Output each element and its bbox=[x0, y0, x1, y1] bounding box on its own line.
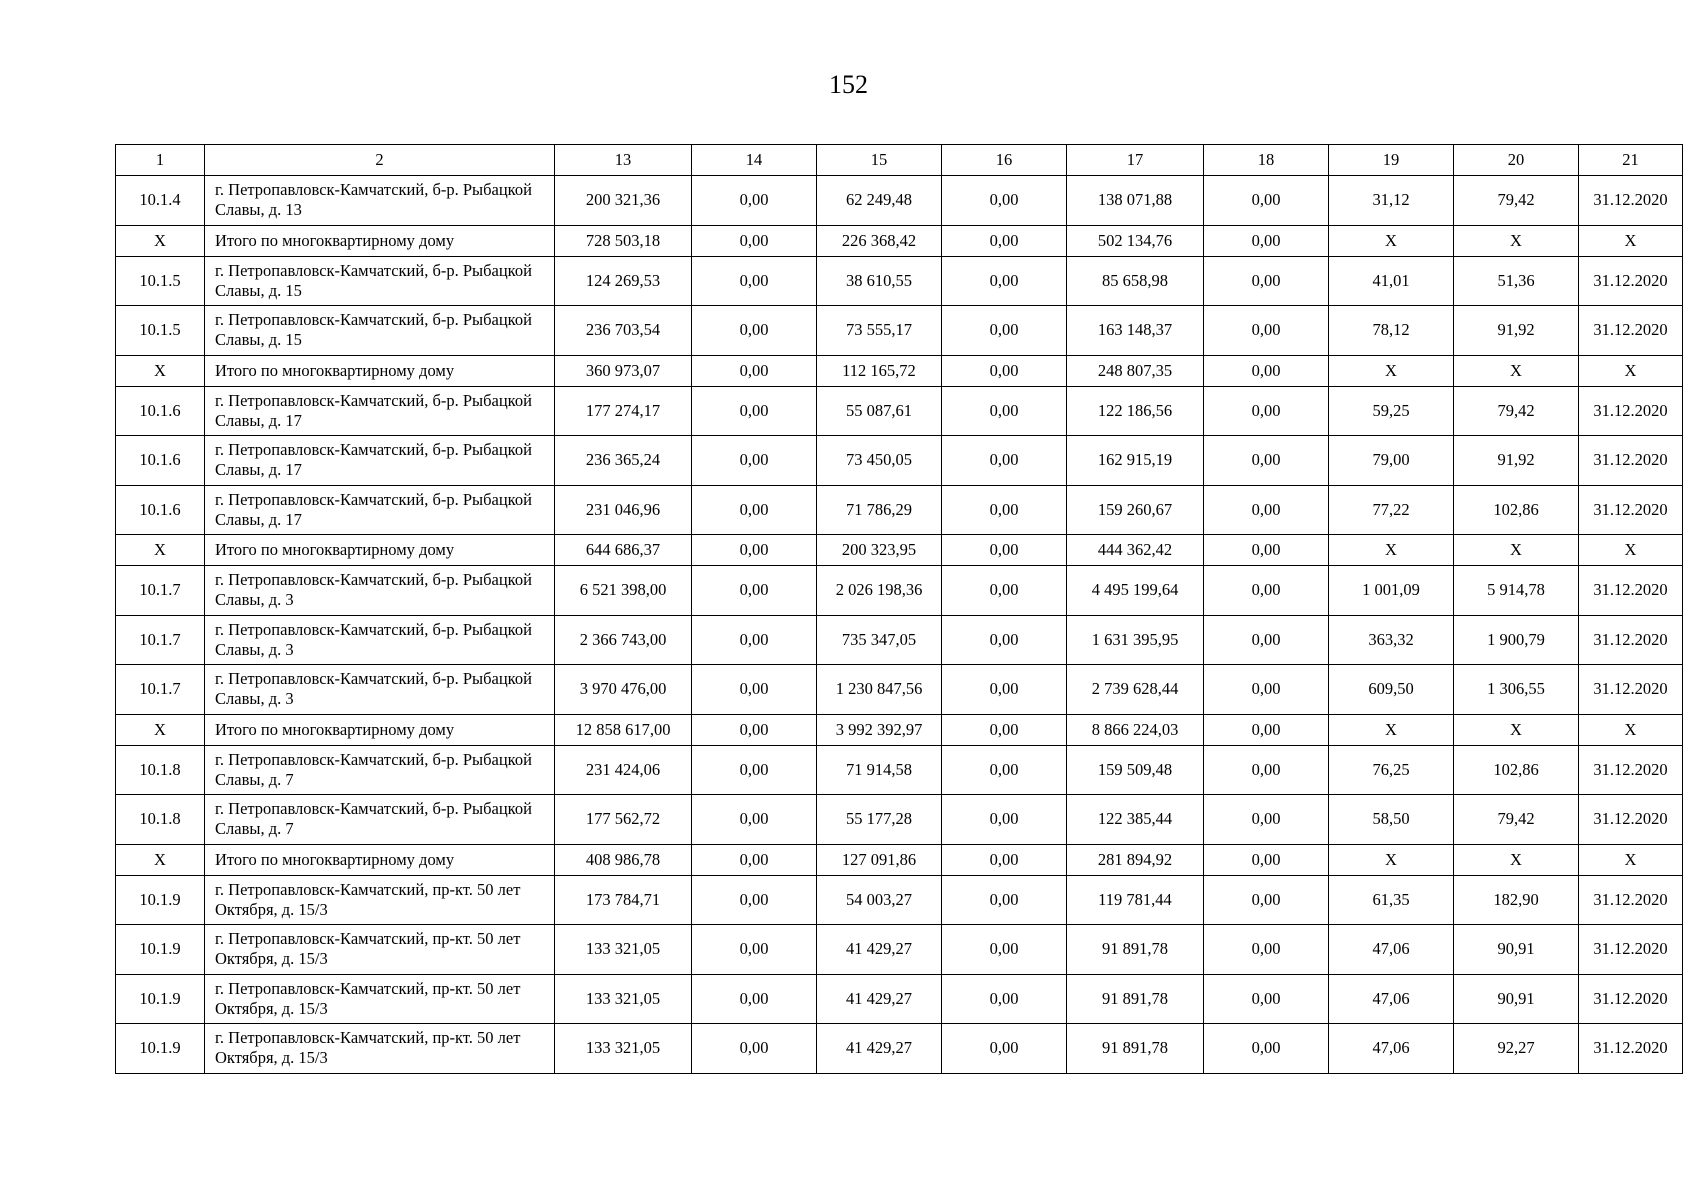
table-cell-col-18: 0,00 bbox=[1204, 615, 1329, 665]
table-cell-col-1: 10.1.6 bbox=[116, 436, 205, 486]
table-cell-col-14: 0,00 bbox=[692, 176, 817, 226]
table-cell-col-20: 182,90 bbox=[1454, 875, 1579, 925]
table-row bbox=[116, 436, 1683, 486]
table-row-total bbox=[116, 844, 1683, 875]
table-cell-col-2: г. Петропавловск-Камчатский, б-р. Рыбацкой Славы, д. 17 bbox=[205, 436, 555, 486]
table-cell-col-19: 31,12 bbox=[1329, 176, 1454, 226]
table-cell-col-20: 91,92 bbox=[1454, 306, 1579, 356]
table-cell-col-15: 71 914,58 bbox=[817, 745, 942, 795]
table-cell-col-17: 162 915,19 bbox=[1067, 436, 1204, 486]
table-cell-col-14: 0,00 bbox=[692, 386, 817, 436]
table-cell-col-19: X bbox=[1329, 225, 1454, 256]
header-col-15: 15 bbox=[817, 145, 942, 176]
table-cell-col-1: X bbox=[116, 535, 205, 566]
table-cell-col-21: X bbox=[1579, 225, 1683, 256]
header-col-2: 2 bbox=[205, 145, 555, 176]
table-cell-col-16: 0,00 bbox=[942, 844, 1067, 875]
table-cell-col-2: г. Петропавловск-Камчатский, пр-кт. 50 лет Октября, д. 15/3 bbox=[205, 875, 555, 925]
table-cell-col-18: 0,00 bbox=[1204, 844, 1329, 875]
table-cell-col-14: 0,00 bbox=[692, 714, 817, 745]
table-cell-col-18: 0,00 bbox=[1204, 436, 1329, 486]
table-cell-col-15: 1 230 847,56 bbox=[817, 665, 942, 715]
table-cell-col-21: 31.12.2020 bbox=[1579, 745, 1683, 795]
table-cell-col-14: 0,00 bbox=[692, 844, 817, 875]
table-cell-col-16: 0,00 bbox=[942, 436, 1067, 486]
table-cell-col-19: 59,25 bbox=[1329, 386, 1454, 436]
table-cell-col-13: 177 274,17 bbox=[555, 386, 692, 436]
table-cell-col-21: 31.12.2020 bbox=[1579, 925, 1683, 975]
table-cell-col-20: 5 914,78 bbox=[1454, 566, 1579, 616]
table-cell-col-1: X bbox=[116, 225, 205, 256]
header-col-19: 19 bbox=[1329, 145, 1454, 176]
table-cell-col-20: 92,27 bbox=[1454, 1024, 1579, 1074]
table-cell-col-19: X bbox=[1329, 535, 1454, 566]
table-cell-col-18: 0,00 bbox=[1204, 256, 1329, 306]
table-cell-col-13: 6 521 398,00 bbox=[555, 566, 692, 616]
header-col-13: 13 bbox=[555, 145, 692, 176]
table-cell-col-17: 122 186,56 bbox=[1067, 386, 1204, 436]
table-cell-col-21: 31.12.2020 bbox=[1579, 1024, 1683, 1074]
table-cell-col-16: 0,00 bbox=[942, 795, 1067, 845]
table-cell-col-2: г. Петропавловск-Камчатский, б-р. Рыбацкой Славы, д. 13 bbox=[205, 176, 555, 226]
table-cell-col-15: 112 165,72 bbox=[817, 355, 942, 386]
table-cell-col-18: 0,00 bbox=[1204, 1024, 1329, 1074]
table-cell-col-18: 0,00 bbox=[1204, 925, 1329, 975]
table-cell-col-16: 0,00 bbox=[942, 615, 1067, 665]
table-cell-col-2: г. Петропавловск-Камчатский, б-р. Рыбацкой Славы, д. 17 bbox=[205, 485, 555, 535]
table-cell-col-13: 644 686,37 bbox=[555, 535, 692, 566]
table-cell-col-16: 0,00 bbox=[942, 974, 1067, 1024]
table-cell-col-20: 91,92 bbox=[1454, 436, 1579, 486]
table-cell-col-13: 2 366 743,00 bbox=[555, 615, 692, 665]
table-row bbox=[116, 386, 1683, 436]
table-cell-col-2: г. Петропавловск-Камчатский, б-р. Рыбацкой Славы, д. 3 bbox=[205, 665, 555, 715]
table-cell-col-1: 10.1.7 bbox=[116, 566, 205, 616]
table-cell-col-18: 0,00 bbox=[1204, 176, 1329, 226]
table-row bbox=[116, 485, 1683, 535]
table-cell-col-15: 200 323,95 bbox=[817, 535, 942, 566]
table-row-total bbox=[116, 355, 1683, 386]
table-cell-col-14: 0,00 bbox=[692, 875, 817, 925]
table-row-total bbox=[116, 225, 1683, 256]
table-cell-col-2: Итого по многоквартирному дому bbox=[205, 844, 555, 875]
table-cell-col-2: г. Петропавловск-Камчатский, пр-кт. 50 лет Октября, д. 15/3 bbox=[205, 1024, 555, 1074]
table-cell-col-20: 90,91 bbox=[1454, 925, 1579, 975]
table-cell-col-16: 0,00 bbox=[942, 714, 1067, 745]
table-cell-col-15: 54 003,27 bbox=[817, 875, 942, 925]
table-cell-col-16: 0,00 bbox=[942, 225, 1067, 256]
table-cell-col-1: X bbox=[116, 714, 205, 745]
table-cell-col-17: 85 658,98 bbox=[1067, 256, 1204, 306]
table-cell-col-15: 41 429,27 bbox=[817, 1024, 942, 1074]
table-cell-col-21: 31.12.2020 bbox=[1579, 256, 1683, 306]
table-row bbox=[116, 974, 1683, 1024]
table-cell-col-21: 31.12.2020 bbox=[1579, 974, 1683, 1024]
table-cell-col-19: X bbox=[1329, 844, 1454, 875]
table-cell-col-1: 10.1.5 bbox=[116, 306, 205, 356]
header-col-21: 21 bbox=[1579, 145, 1683, 176]
table-cell-col-2: г. Петропавловск-Камчатский, пр-кт. 50 лет Октября, д. 15/3 bbox=[205, 974, 555, 1024]
data-table-wrapper bbox=[115, 144, 1674, 1074]
table-cell-col-17: 119 781,44 bbox=[1067, 875, 1204, 925]
table-cell-col-17: 8 866 224,03 bbox=[1067, 714, 1204, 745]
header-col-1: 1 bbox=[116, 145, 205, 176]
table-cell-col-1: 10.1.9 bbox=[116, 1024, 205, 1074]
table-cell-col-20: 102,86 bbox=[1454, 485, 1579, 535]
table-cell-col-21: 31.12.2020 bbox=[1579, 386, 1683, 436]
table-cell-col-14: 0,00 bbox=[692, 535, 817, 566]
table-cell-col-19: 61,35 bbox=[1329, 875, 1454, 925]
table-cell-col-16: 0,00 bbox=[942, 745, 1067, 795]
table-cell-col-20: 90,91 bbox=[1454, 974, 1579, 1024]
table-cell-col-21: 31.12.2020 bbox=[1579, 306, 1683, 356]
table-cell-col-20: 51,36 bbox=[1454, 256, 1579, 306]
table-cell-col-20: X bbox=[1454, 535, 1579, 566]
table-cell-col-21: 31.12.2020 bbox=[1579, 485, 1683, 535]
table-cell-col-18: 0,00 bbox=[1204, 225, 1329, 256]
table-cell-col-19: 47,06 bbox=[1329, 1024, 1454, 1074]
header-col-20: 20 bbox=[1454, 145, 1579, 176]
table-cell-col-21: 31.12.2020 bbox=[1579, 875, 1683, 925]
table-cell-col-19: 79,00 bbox=[1329, 436, 1454, 486]
table-cell-col-14: 0,00 bbox=[692, 665, 817, 715]
table-cell-col-17: 159 509,48 bbox=[1067, 745, 1204, 795]
table-cell-col-21: 31.12.2020 bbox=[1579, 176, 1683, 226]
table-cell-col-15: 62 249,48 bbox=[817, 176, 942, 226]
table-cell-col-17: 122 385,44 bbox=[1067, 795, 1204, 845]
table-body bbox=[116, 145, 1683, 1074]
table-cell-col-14: 0,00 bbox=[692, 974, 817, 1024]
table-cell-col-16: 0,00 bbox=[942, 176, 1067, 226]
table-row bbox=[116, 925, 1683, 975]
table-cell-col-19: 76,25 bbox=[1329, 745, 1454, 795]
table-cell-col-13: 12 858 617,00 bbox=[555, 714, 692, 745]
table-cell-col-1: X bbox=[116, 355, 205, 386]
table-cell-col-16: 0,00 bbox=[942, 485, 1067, 535]
table-cell-col-20: X bbox=[1454, 714, 1579, 745]
table-cell-col-18: 0,00 bbox=[1204, 745, 1329, 795]
table-cell-col-18: 0,00 bbox=[1204, 974, 1329, 1024]
table-cell-col-20: 79,42 bbox=[1454, 386, 1579, 436]
table-cell-col-2: г. Петропавловск-Камчатский, б-р. Рыбацкой Славы, д. 15 bbox=[205, 256, 555, 306]
table-cell-col-19: 47,06 bbox=[1329, 925, 1454, 975]
table-cell-col-15: 41 429,27 bbox=[817, 925, 942, 975]
table-cell-col-13: 133 321,05 bbox=[555, 1024, 692, 1074]
table-cell-col-18: 0,00 bbox=[1204, 665, 1329, 715]
table-cell-col-14: 0,00 bbox=[692, 1024, 817, 1074]
table-cell-col-19: 47,06 bbox=[1329, 974, 1454, 1024]
table-cell-col-21: 31.12.2020 bbox=[1579, 615, 1683, 665]
table-cell-col-19: X bbox=[1329, 355, 1454, 386]
table-cell-col-20: X bbox=[1454, 355, 1579, 386]
table-cell-col-17: 248 807,35 bbox=[1067, 355, 1204, 386]
page-number: 152 bbox=[829, 70, 868, 99]
table-cell-col-18: 0,00 bbox=[1204, 795, 1329, 845]
header-col-17: 17 bbox=[1067, 145, 1204, 176]
table-cell-col-2: г. Петропавловск-Камчатский, б-р. Рыбацкой Славы, д. 17 bbox=[205, 386, 555, 436]
table-cell-col-21: 31.12.2020 bbox=[1579, 436, 1683, 486]
table-cell-col-1: 10.1.6 bbox=[116, 386, 205, 436]
table-row bbox=[116, 795, 1683, 845]
table-cell-col-15: 73 555,17 bbox=[817, 306, 942, 356]
table-cell-col-17: 163 148,37 bbox=[1067, 306, 1204, 356]
table-cell-col-2: Итого по многоквартирному дому bbox=[205, 225, 555, 256]
table-cell-col-2: г. Петропавловск-Камчатский, б-р. Рыбацкой Славы, д. 7 bbox=[205, 795, 555, 845]
table-cell-col-2: г. Петропавловск-Камчатский, б-р. Рыбацкой Славы, д. 15 bbox=[205, 306, 555, 356]
table-cell-col-17: 281 894,92 bbox=[1067, 844, 1204, 875]
table-cell-col-13: 133 321,05 bbox=[555, 925, 692, 975]
table-cell-col-16: 0,00 bbox=[942, 925, 1067, 975]
table-cell-col-17: 138 071,88 bbox=[1067, 176, 1204, 226]
table-row bbox=[116, 176, 1683, 226]
table-cell-col-15: 71 786,29 bbox=[817, 485, 942, 535]
table-cell-col-13: 236 365,24 bbox=[555, 436, 692, 486]
table-cell-col-1: 10.1.9 bbox=[116, 875, 205, 925]
table-cell-col-18: 0,00 bbox=[1204, 386, 1329, 436]
table-cell-col-20: 79,42 bbox=[1454, 176, 1579, 226]
table-header-row bbox=[116, 145, 1683, 176]
table-cell-col-19: 363,32 bbox=[1329, 615, 1454, 665]
table-cell-col-18: 0,00 bbox=[1204, 485, 1329, 535]
table-cell-col-2: г. Петропавловск-Камчатский, пр-кт. 50 лет Октября, д. 15/3 bbox=[205, 925, 555, 975]
table-cell-col-1: 10.1.9 bbox=[116, 925, 205, 975]
table-cell-col-2: Итого по многоквартирному дому bbox=[205, 714, 555, 745]
table-cell-col-16: 0,00 bbox=[942, 1024, 1067, 1074]
table-cell-col-17: 4 495 199,64 bbox=[1067, 566, 1204, 616]
table-cell-col-19: 1 001,09 bbox=[1329, 566, 1454, 616]
table-cell-col-14: 0,00 bbox=[692, 795, 817, 845]
table-cell-col-20: 102,86 bbox=[1454, 745, 1579, 795]
table-cell-col-21: 31.12.2020 bbox=[1579, 566, 1683, 616]
table-cell-col-13: 177 562,72 bbox=[555, 795, 692, 845]
table-cell-col-15: 41 429,27 bbox=[817, 974, 942, 1024]
table-cell-col-16: 0,00 bbox=[942, 875, 1067, 925]
table-cell-col-17: 2 739 628,44 bbox=[1067, 665, 1204, 715]
table-cell-col-19: 609,50 bbox=[1329, 665, 1454, 715]
table-cell-col-14: 0,00 bbox=[692, 355, 817, 386]
table-row bbox=[116, 745, 1683, 795]
table-cell-col-15: 226 368,42 bbox=[817, 225, 942, 256]
table-cell-col-18: 0,00 bbox=[1204, 875, 1329, 925]
table-cell-col-21: X bbox=[1579, 355, 1683, 386]
table-cell-col-14: 0,00 bbox=[692, 436, 817, 486]
table-cell-col-20: 1 900,79 bbox=[1454, 615, 1579, 665]
table-cell-col-1: 10.1.9 bbox=[116, 974, 205, 1024]
table-cell-col-13: 124 269,53 bbox=[555, 256, 692, 306]
table-cell-col-15: 38 610,55 bbox=[817, 256, 942, 306]
table-cell-col-16: 0,00 bbox=[942, 355, 1067, 386]
table-cell-col-1: 10.1.5 bbox=[116, 256, 205, 306]
table-cell-col-16: 0,00 bbox=[942, 256, 1067, 306]
table-row bbox=[116, 566, 1683, 616]
table-row-total bbox=[116, 714, 1683, 745]
table-cell-col-14: 0,00 bbox=[692, 745, 817, 795]
table-cell-col-21: X bbox=[1579, 714, 1683, 745]
table-cell-col-17: 91 891,78 bbox=[1067, 1024, 1204, 1074]
table-cell-col-13: 231 424,06 bbox=[555, 745, 692, 795]
table-cell-col-15: 73 450,05 bbox=[817, 436, 942, 486]
table-cell-col-14: 0,00 bbox=[692, 225, 817, 256]
table-cell-col-20: 79,42 bbox=[1454, 795, 1579, 845]
table-cell-col-1: 10.1.6 bbox=[116, 485, 205, 535]
table-cell-col-14: 0,00 bbox=[692, 566, 817, 616]
table-cell-col-21: 31.12.2020 bbox=[1579, 665, 1683, 715]
table-cell-col-15: 2 026 198,36 bbox=[817, 566, 942, 616]
data-table bbox=[115, 144, 1683, 1074]
table-cell-col-20: 1 306,55 bbox=[1454, 665, 1579, 715]
table-cell-col-1: 10.1.7 bbox=[116, 615, 205, 665]
table-cell-col-1: 10.1.8 bbox=[116, 745, 205, 795]
table-row bbox=[116, 615, 1683, 665]
table-cell-col-16: 0,00 bbox=[942, 566, 1067, 616]
table-cell-col-1: 10.1.8 bbox=[116, 795, 205, 845]
table-cell-col-21: 31.12.2020 bbox=[1579, 795, 1683, 845]
table-cell-col-13: 231 046,96 bbox=[555, 485, 692, 535]
table-row bbox=[116, 256, 1683, 306]
table-cell-col-14: 0,00 bbox=[692, 306, 817, 356]
table-cell-col-14: 0,00 bbox=[692, 925, 817, 975]
table-cell-col-15: 55 177,28 bbox=[817, 795, 942, 845]
header-col-14: 14 bbox=[692, 145, 817, 176]
table-cell-col-21: X bbox=[1579, 535, 1683, 566]
table-cell-col-2: Итого по многоквартирному дому bbox=[205, 535, 555, 566]
table-cell-col-18: 0,00 bbox=[1204, 714, 1329, 745]
table-cell-col-13: 200 321,36 bbox=[555, 176, 692, 226]
table-cell-col-13: 133 321,05 bbox=[555, 974, 692, 1024]
table-cell-col-1: 10.1.7 bbox=[116, 665, 205, 715]
table-cell-col-13: 360 973,07 bbox=[555, 355, 692, 386]
table-cell-col-17: 444 362,42 bbox=[1067, 535, 1204, 566]
table-cell-col-15: 3 992 392,97 bbox=[817, 714, 942, 745]
table-row bbox=[116, 1024, 1683, 1074]
table-cell-col-16: 0,00 bbox=[942, 665, 1067, 715]
table-cell-col-18: 0,00 bbox=[1204, 566, 1329, 616]
table-cell-col-18: 0,00 bbox=[1204, 535, 1329, 566]
table-cell-col-19: 41,01 bbox=[1329, 256, 1454, 306]
table-row bbox=[116, 306, 1683, 356]
table-cell-col-20: X bbox=[1454, 225, 1579, 256]
table-cell-col-14: 0,00 bbox=[692, 256, 817, 306]
table-cell-col-21: X bbox=[1579, 844, 1683, 875]
table-row bbox=[116, 665, 1683, 715]
table-cell-col-2: г. Петропавловск-Камчатский, б-р. Рыбацкой Славы, д. 7 bbox=[205, 745, 555, 795]
table-cell-col-19: 58,50 bbox=[1329, 795, 1454, 845]
table-cell-col-2: г. Петропавловск-Камчатский, б-р. Рыбацкой Славы, д. 3 bbox=[205, 566, 555, 616]
table-cell-col-14: 0,00 bbox=[692, 485, 817, 535]
table-cell-col-15: 55 087,61 bbox=[817, 386, 942, 436]
table-cell-col-13: 3 970 476,00 bbox=[555, 665, 692, 715]
table-cell-col-15: 735 347,05 bbox=[817, 615, 942, 665]
table-cell-col-1: X bbox=[116, 844, 205, 875]
table-cell-col-20: X bbox=[1454, 844, 1579, 875]
table-cell-col-17: 91 891,78 bbox=[1067, 974, 1204, 1024]
table-cell-col-2: Итого по многоквартирному дому bbox=[205, 355, 555, 386]
table-cell-col-15: 127 091,86 bbox=[817, 844, 942, 875]
table-cell-col-17: 91 891,78 bbox=[1067, 925, 1204, 975]
table-cell-col-1: 10.1.4 bbox=[116, 176, 205, 226]
table-cell-col-18: 0,00 bbox=[1204, 355, 1329, 386]
table-row bbox=[116, 875, 1683, 925]
table-cell-col-17: 159 260,67 bbox=[1067, 485, 1204, 535]
table-cell-col-19: 78,12 bbox=[1329, 306, 1454, 356]
table-cell-col-17: 1 631 395,95 bbox=[1067, 615, 1204, 665]
table-cell-col-13: 728 503,18 bbox=[555, 225, 692, 256]
table-cell-col-13: 408 986,78 bbox=[555, 844, 692, 875]
table-cell-col-17: 502 134,76 bbox=[1067, 225, 1204, 256]
table-cell-col-13: 236 703,54 bbox=[555, 306, 692, 356]
table-cell-col-14: 0,00 bbox=[692, 615, 817, 665]
table-cell-col-18: 0,00 bbox=[1204, 306, 1329, 356]
table-row-total bbox=[116, 535, 1683, 566]
table-cell-col-19: 77,22 bbox=[1329, 485, 1454, 535]
header-col-16: 16 bbox=[942, 145, 1067, 176]
table-cell-col-16: 0,00 bbox=[942, 306, 1067, 356]
table-cell-col-16: 0,00 bbox=[942, 386, 1067, 436]
table-cell-col-16: 0,00 bbox=[942, 535, 1067, 566]
table-cell-col-13: 173 784,71 bbox=[555, 875, 692, 925]
table-cell-col-19: X bbox=[1329, 714, 1454, 745]
header-col-18: 18 bbox=[1204, 145, 1329, 176]
table-cell-col-2: г. Петропавловск-Камчатский, б-р. Рыбацкой Славы, д. 3 bbox=[205, 615, 555, 665]
